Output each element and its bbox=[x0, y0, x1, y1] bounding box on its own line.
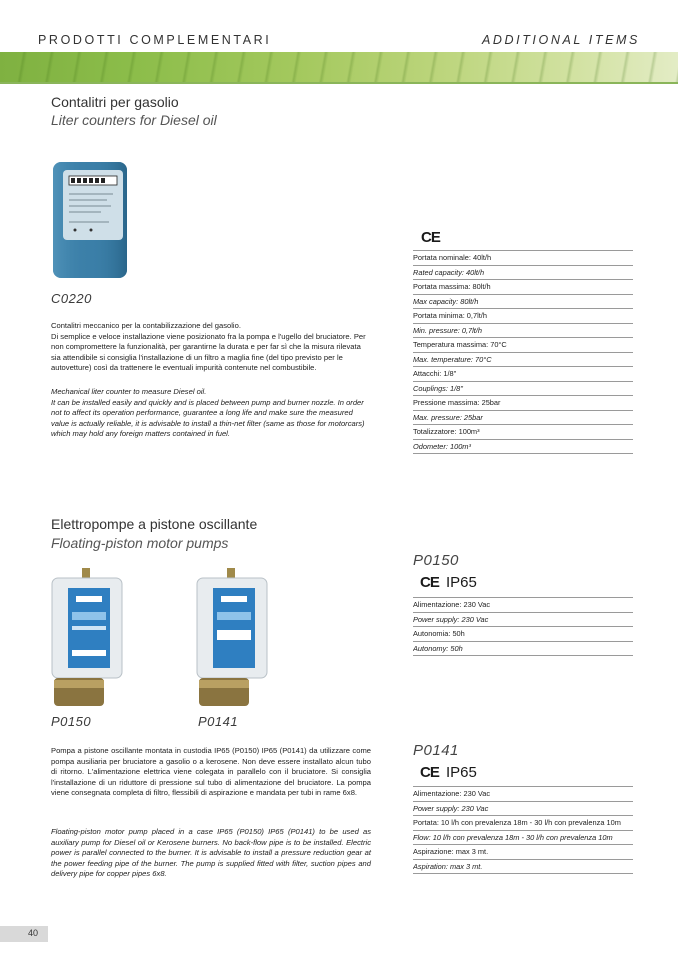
section2-code-b: P0141 bbox=[198, 714, 239, 729]
section1-spec-table bbox=[413, 250, 633, 454]
spec-row: Portata nominale: 40lt/h bbox=[413, 250, 633, 266]
header-band-line bbox=[0, 82, 678, 84]
section2-desc-it-text: Pompa a pistone oscillante montata in custodia IP65 (P0150) IP65 (P0141) da utilizzare come pompa ausiliaria per bruciatore a gasolio o a kerosene. Non deve essere installato alcun tubo di ritorno. L'alimentazione elettrica viene colegata in parallelo con il bruciatore. Si consiglia l'installazione di un riduttore di pressione sul tubo di alimentazione del bruciatore. La pompa viene consegnata completa di filtro, flessibili di aspirazione e mandata per tubi in rame 6x8. bbox=[51, 746, 371, 798]
header-left-title: PRODOTTI COMPLEMENTARI bbox=[38, 33, 272, 47]
section2-desc-en-text: Floating-piston motor pump placed in a case IP65 (P0150) IP65 (P0141) to be used as auxiliary pump for Diesel oil or Kerosene burners. No back-flow pipe is to be installed. Electric power is parallel connected to the burner. It is advisable to install a pressure reduction gear at the power feeding pipe of the burner. The pump is supplied fitted with filter, suction pipes and delivery pipe for copper pipes 6x8. bbox=[51, 827, 371, 879]
product-b-ip-rating: IP65 bbox=[446, 764, 477, 781]
spec-row: Autonomy: 50h bbox=[413, 642, 633, 657]
section1-product-code: C0220 bbox=[51, 291, 92, 306]
product-a-ip-rating: IP65 bbox=[446, 574, 477, 591]
spec-row: Attacchi: 1/8" bbox=[413, 367, 633, 382]
spec-row: Autonomia: 50h bbox=[413, 627, 633, 642]
spec-row: Temperatura massima: 70°C bbox=[413, 338, 633, 353]
spec-row: Pressione massima: 25bar bbox=[413, 396, 633, 411]
pump-p0141-image bbox=[193, 568, 273, 718]
section2-desc-it bbox=[51, 746, 371, 799]
spec-row: Rated capacity: 40lt/h bbox=[413, 266, 633, 281]
section1-title-en: Liter counters for Diesel oil bbox=[51, 112, 217, 128]
product-b-code: P0141 bbox=[413, 742, 459, 759]
spec-row: Min. pressure: 0,7lt/h bbox=[413, 324, 633, 339]
spec-row: Portata: 10 l/h con prevalenza 18m - 30 l/h con prevalenza 10m bbox=[413, 816, 633, 831]
spec-row: Couplings: 1/8" bbox=[413, 382, 633, 397]
page-number-box bbox=[0, 926, 48, 942]
pump-p0150-image bbox=[48, 568, 128, 718]
spec-row: Odometer: 100m³ bbox=[413, 440, 633, 455]
spec-row: Aspiration: max 3 mt. bbox=[413, 860, 633, 875]
section2-title-en: Floating-piston motor pumps bbox=[51, 535, 229, 551]
spec-row: Max. temperature: 70°C bbox=[413, 353, 633, 368]
product-a-code: P0150 bbox=[413, 552, 459, 569]
product-a-spec-table bbox=[413, 597, 633, 656]
ce-mark: CE bbox=[421, 229, 440, 246]
header-right-title: ADDITIONAL ITEMS bbox=[481, 33, 640, 47]
section1-title-it: Contalitri per gasolio bbox=[51, 94, 179, 110]
section2-title-it: Elettropompe a pistone oscillante bbox=[51, 516, 258, 532]
product-a-ce-mark: CE bbox=[420, 574, 439, 591]
spec-row: Aspirazione: max 3 mt. bbox=[413, 845, 633, 860]
spec-row: Alimentazione: 230 Vac bbox=[413, 786, 633, 802]
spec-row: Max. pressure: 25bar bbox=[413, 411, 633, 426]
section1-desc-it-text: Contalitri meccanico per la contabilizzazione del gasolio. Di semplice e veloce installazione viene posizionato fra la pompa e l'ugello del bruciatore. Per non compromettere la funzionalità, per garantirne la durata e per far sì che la misura rilevata sia attendibile si consiglia l'installazione di un filtro a maglia fine (del tipo previsto per le autovetture) così da trattenere le eventuali impurità contenute nel combustibile. bbox=[51, 321, 366, 373]
section1-desc-it bbox=[51, 321, 371, 374]
header-band-texture bbox=[0, 52, 678, 82]
spec-row: Flow: 10 l/h con prevalenza 18m - 30 l/h con prevalenza 10m bbox=[413, 831, 633, 846]
product-b-spec-table bbox=[413, 786, 633, 874]
liter-counter-image bbox=[51, 160, 131, 280]
product-b-ce-mark: CE bbox=[420, 764, 439, 781]
spec-row: Totalizzatore: 100m³ bbox=[413, 425, 633, 440]
spec-row: Power supply: 230 Vac bbox=[413, 613, 633, 628]
spec-row: Max capacity: 80lt/h bbox=[413, 295, 633, 310]
spec-row: Portata massima: 80lt/h bbox=[413, 280, 633, 295]
spec-row: Power supply: 230 Vac bbox=[413, 802, 633, 817]
page-number: 40 bbox=[28, 928, 39, 938]
section1-desc-en bbox=[51, 387, 371, 440]
section1-desc-en-text: Mechanical liter counter to measure Diesel oil. It can be installed easily and quickly and is placed between pump and burner nozzle. In order not to affect its operation performance, guarantee a long life and make sure the measured value is actually reliable, it is advisable to install a thin-net filter (same as those for motorcars) which may hold any foreign matters contained in fuel. bbox=[51, 387, 365, 439]
section2-code-a: P0150 bbox=[51, 714, 92, 729]
spec-row: Alimentazione: 230 Vac bbox=[413, 597, 633, 613]
spec-row: Portata minima: 0,7lt/h bbox=[413, 309, 633, 324]
section2-desc-en bbox=[51, 827, 371, 880]
